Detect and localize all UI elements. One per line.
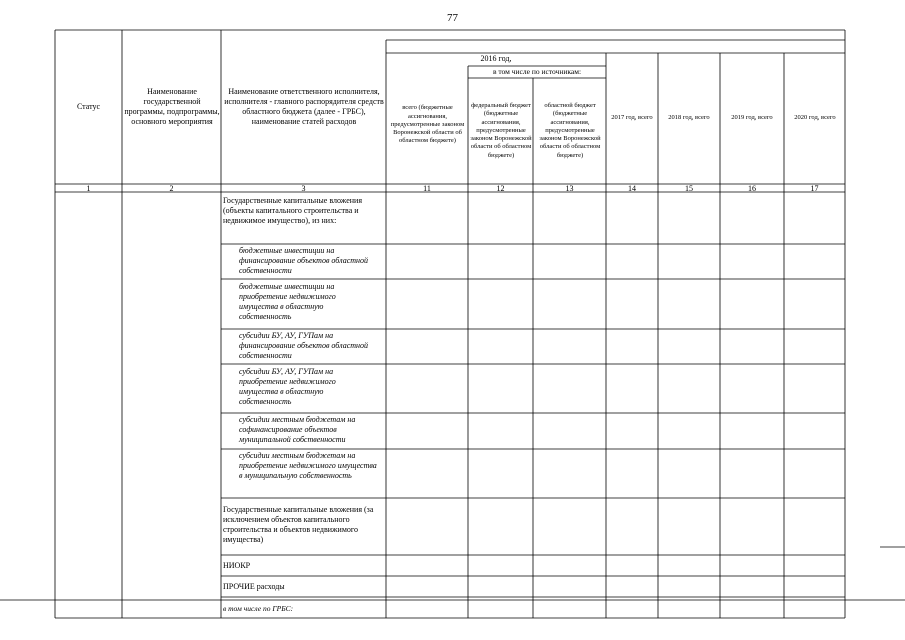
- page-number: 77: [447, 12, 458, 24]
- header-year-2016: 2016 год,: [480, 54, 512, 64]
- header-2018: 2018 год, всего: [668, 114, 710, 122]
- row-capital-investments: Государственные капитальные вложения (объекты капитального строительства и недвижимое имущество), из них:: [223, 196, 363, 225]
- column-number: 15: [685, 185, 693, 192]
- header-executor: Наименование ответственного исполнителя, исполнителя - главного распорядителя средств областного бюджета (далее - ГРБС), наименование статей расходов: [224, 86, 384, 127]
- row-capital-other: Государственные капитальные вложения (за исключением объектов капитального строительства и объектов недвижимого имущества): [223, 505, 374, 544]
- header-by-sources: в том числе по источникам:: [492, 67, 582, 77]
- header-status: Статус: [76, 101, 101, 111]
- header-total-2016: всего (бюджетные ассигнования, предусмотренные законом Воронежской области об областном бюджете): [390, 104, 465, 145]
- column-number: 11: [423, 185, 431, 192]
- row-subsidies-local-property: субсидии местным бюджетам на приобретение недвижимого имущества в муниципальную собственность: [239, 451, 377, 480]
- column-number: 1: [86, 185, 91, 192]
- row-investments-objects: бюджетные инвестиции на финансирование объектов областной собственности: [239, 246, 369, 275]
- row-investments-property: бюджетные инвестиции на приобретение недвижимого имущества в областную собственность: [239, 282, 336, 321]
- row-subsidies-bu-property: субсидии БУ, АУ, ГУПам на приобретение недвижимого имущества в областную собственность: [239, 367, 336, 406]
- header-regional: областной бюджет (бюджетные ассигнования, предусмотренные законом Воронежской области об областном бюджете): [539, 101, 601, 159]
- column-number: 14: [628, 185, 636, 192]
- column-number: 16: [748, 185, 756, 192]
- column-number: 12: [496, 185, 505, 192]
- row-other-expenses: ПРОЧИЕ расходы: [223, 582, 285, 591]
- header-federal: федеральный бюджет (бюджетные ассигнования, предусмотренные законом Воронежской области об областном бюджете): [470, 101, 532, 159]
- column-number: 17: [810, 185, 819, 192]
- header-2020: 2020 год, всего: [794, 114, 836, 122]
- row-niokr: НИОКР: [223, 561, 251, 570]
- row-subsidies-local-objects: субсидии местным бюджетам на софинансирование объектов муниципальной собственности: [239, 415, 356, 444]
- column-number: 13: [565, 185, 574, 192]
- row-subsidies-bu-objects: субсидии БУ, АУ, ГУПам на финансирование объектов областной собственности: [239, 331, 369, 360]
- header-2019: 2019 год, всего: [731, 114, 773, 122]
- row-by-grbs: в том числе по ГРБС:: [223, 604, 294, 613]
- header-2017: 2017 год, всего: [611, 114, 653, 122]
- column-number: 2: [169, 185, 174, 192]
- header-program-name: Наименование государственной программы, подпрограммы, основного мероприятия: [124, 86, 220, 127]
- column-number: 3: [301, 185, 306, 192]
